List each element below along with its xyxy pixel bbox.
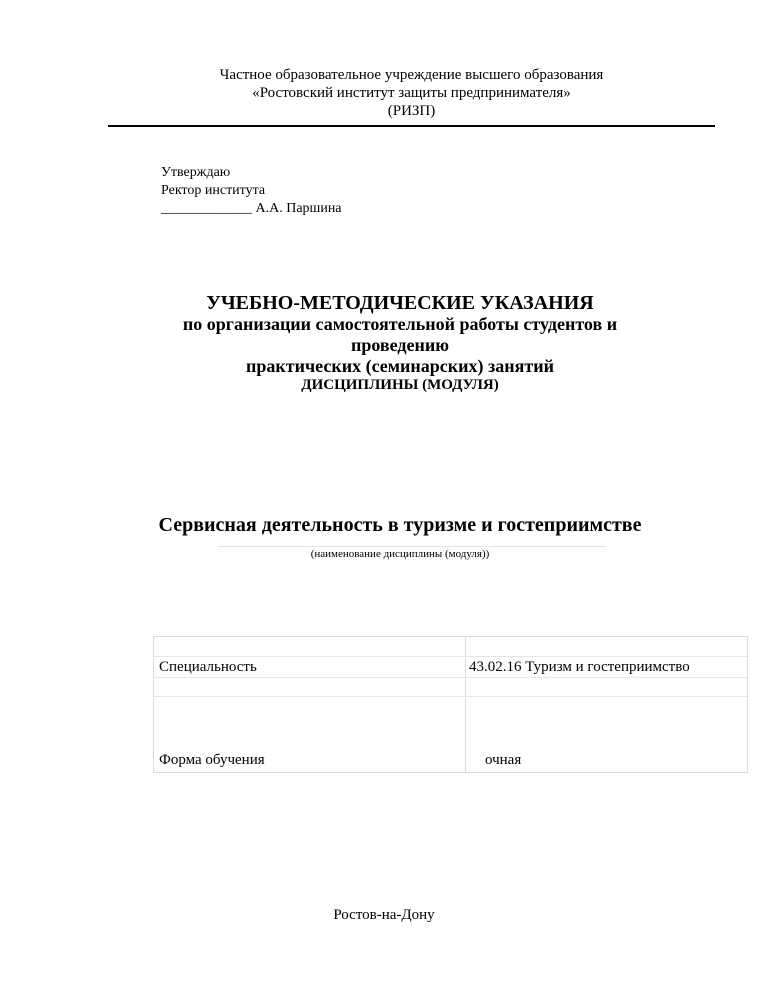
study-form-label: Форма обучения bbox=[159, 752, 265, 768]
title-line-2: проведению bbox=[351, 335, 449, 355]
institution-abbreviation: (РИЗП) bbox=[387, 103, 436, 119]
table-row-divider bbox=[154, 656, 747, 657]
title-line-3: практических (семинарских) занятий bbox=[246, 356, 554, 376]
title-line-4: ДИСЦИПЛИНЫ (МОДУЛЯ) bbox=[301, 377, 499, 393]
title-line-1: по организации самостоятельной работы студентов и bbox=[182, 314, 618, 334]
specialty-label: Специальность bbox=[159, 659, 257, 675]
info-table bbox=[153, 636, 748, 773]
approval-heading: Утверждаю bbox=[161, 165, 231, 180]
discipline-name: Сервисная деятельность в туризме и гостеприимстве bbox=[158, 514, 642, 536]
header-divider bbox=[108, 125, 715, 127]
table-row-divider bbox=[154, 696, 747, 697]
table-column-divider bbox=[465, 637, 466, 772]
table-row-divider bbox=[154, 677, 747, 678]
institution-header bbox=[108, 66, 715, 120]
title-main: УЧЕБНО-МЕТОДИЧЕСКИЕ УКАЗАНИЯ bbox=[206, 292, 594, 314]
institution-name: «Ростовский институт защиты предпринимателя» bbox=[252, 85, 571, 101]
specialty-value: 43.02.16 Туризм и гостеприимство bbox=[469, 659, 690, 675]
approval-block bbox=[161, 164, 342, 218]
study-form-value: очная bbox=[485, 752, 522, 768]
approval-position: Ректор института bbox=[161, 183, 266, 198]
city: Ростов-на-Дону bbox=[333, 907, 435, 923]
institution-type: Частное образовательное учреждение высшего образования bbox=[219, 67, 604, 83]
document-title bbox=[110, 292, 690, 393]
approval-signature-line: _____________ А.А. Паршина bbox=[161, 201, 342, 216]
discipline-caption: (наименование дисциплины (модуля)) bbox=[310, 548, 490, 560]
